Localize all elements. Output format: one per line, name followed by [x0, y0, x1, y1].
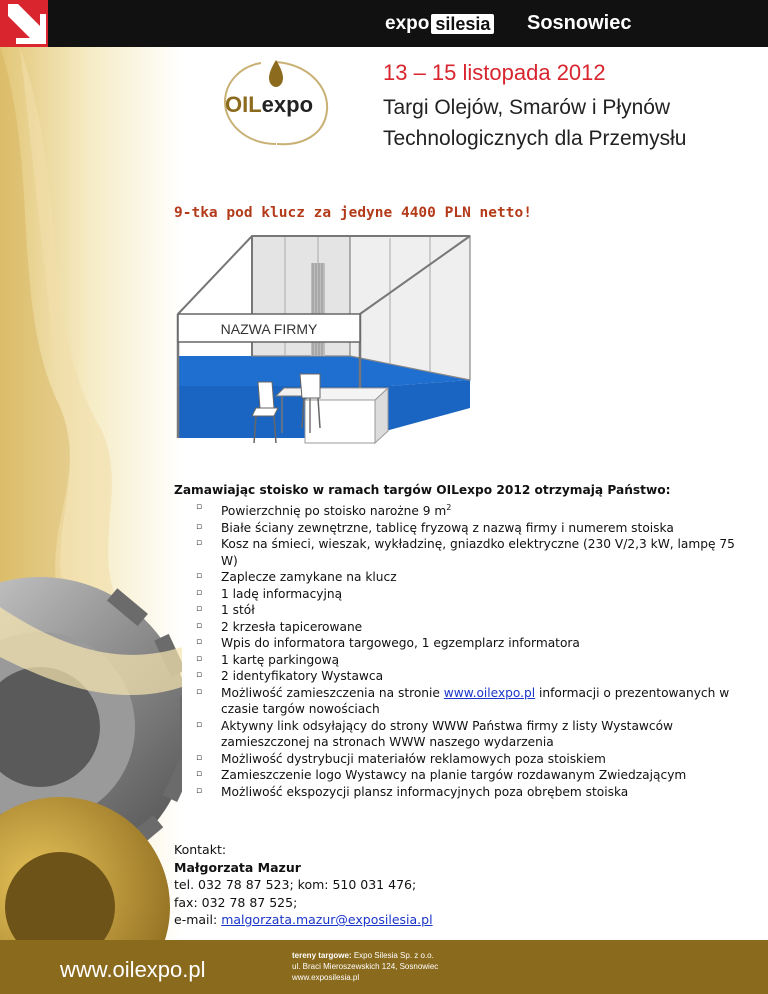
corner-arrow-icon [0, 0, 48, 48]
event-date: 13 – 15 listopada 2012 [383, 60, 606, 85]
contact-fax: fax: 032 78 87 525; [174, 894, 298, 910]
contact-name: Małgorzata Mazur [174, 859, 301, 875]
venue-site: www.exposilesia.pl [292, 973, 360, 982]
contact-email-link[interactable]: malgorzata.mazur@exposilesia.pl [221, 912, 433, 927]
list-item: ▫ Kosz na śmieci, wieszak, wykładzinę, gniazdko elektryczne (230 V/2,3 kW, lampę 75 W) [196, 537, 735, 568]
bullet-icon: ▫ [196, 571, 203, 582]
oilexpo-site-link[interactable]: www.oilexpo.pl [443, 685, 536, 700]
bullet-icon: ▫ [196, 521, 203, 532]
bullet-icon: ▫ [196, 752, 203, 763]
list-item: ▫ Zaplecze zamykane na klucz [196, 570, 397, 585]
bullet-icon: ▫ [196, 637, 203, 648]
gear-oil-artwork [0, 47, 182, 940]
contact-block [174, 841, 433, 929]
bullet-icon: ▫ [196, 587, 203, 598]
list-item: ▫ Możliwość dystrybucji materiałów reklamowych poza stoiskiem [196, 751, 606, 766]
bullet-icon: ▫ [196, 604, 203, 615]
venue-address: ul. Braci Mieroszewskich 124, Sosnowiec [292, 962, 439, 971]
list-item: ▫ Możliwość ekspozycji plansz informacyjnych poza obrębem stoiska [196, 784, 629, 799]
oilexpo-logo [217, 58, 335, 148]
footer-bar [0, 940, 768, 994]
booth-sign: NAZWA FIRMY [220, 321, 318, 337]
bullet-icon: ▫ [196, 653, 203, 664]
list-item: ▫ Zamieszczenie logo Wystawcy na planie targów rozdawanym Zwiedzającym [196, 768, 687, 783]
footer-venue-info [292, 950, 438, 983]
event-title-line2: Technologicznych dla Przemysłu [383, 127, 687, 150]
list-item: ▫ Wpis do informatora targowego, 1 egzemplarz informatora [196, 636, 580, 651]
area-superscript: 2 [446, 503, 452, 512]
logo-expo: expo [261, 92, 314, 117]
list-item: ▫ Powierzchnię po stoisko narożne 9 $m^2$ [196, 500, 736, 520]
bullet-icon: ▫ [196, 769, 203, 780]
includes-intro: Zamawiając stoisko w ramach targów OILexpo 2012 otrzymają Państwo: [174, 483, 671, 497]
event-title-line1: Targi Olejów, Smarów i Płynów [383, 96, 671, 119]
offer-headline: 9-tka pod klucz za jedyne 4400 PLN netto! [174, 205, 532, 221]
contact-phone: tel. 032 78 87 523; kom: 510 031 476; [174, 877, 417, 892]
brand-part1: expo [385, 13, 430, 34]
bullet-icon: ▫ [196, 785, 203, 796]
bullet-icon: ▫ [196, 686, 203, 697]
contact-label: Kontakt: [174, 842, 227, 857]
city-label: Sosnowiec [527, 12, 632, 34]
list-item: ▫ Aktywny link odsyłający do strony WWW Państwa firmy z listy Wystawców zamieszczonej na stronach WWW naszego wydarzenia [196, 718, 674, 750]
venue-name: Expo Silesia Sp. z o.o. [353, 951, 434, 960]
bullet-icon: ▫ [196, 620, 203, 631]
list-item: ▫ 1 ladę informacyjną [196, 586, 343, 601]
list-item: ▫ 2 identyfikatory Wystawca [196, 669, 384, 684]
header-bar [0, 0, 768, 47]
logo-oil: OIL [225, 92, 262, 117]
brand-part2: silesia [431, 14, 494, 34]
list-item: ▫ 2 krzesła tapicerowane [196, 619, 363, 634]
bullet-icon: ▫ [196, 719, 203, 730]
logo-wordmark [225, 92, 313, 118]
list-item: ▫ Możliwość zamieszczenia na stronie www.oilexpo.pl informacji o prezentowanych w czasie targów nowościach [196, 685, 730, 717]
booth-illustration [170, 228, 480, 458]
list-item: ▫ Białe ściany zewnętrzne, tablicę fryzową z nazwą firmy i numerem stoiska [196, 520, 674, 535]
event-title [383, 92, 763, 154]
bullet-icon: ▫ [196, 538, 203, 549]
bullet-icon: ▫ [196, 670, 203, 681]
bullet-icon: ▫ [196, 502, 203, 512]
contact-email-row: e-mail: malgorzata.mazur@exposilesia.pl [174, 912, 433, 927]
includes-list [196, 500, 736, 800]
footer-url: www.oilexpo.pl [60, 957, 206, 982]
exposilesia-logo [385, 12, 494, 36]
list-item: ▫ 1 stół [196, 603, 255, 618]
list-item: ▫ 1 kartę parkingową [196, 652, 340, 667]
venue-label: tereny targowe: [292, 951, 352, 960]
